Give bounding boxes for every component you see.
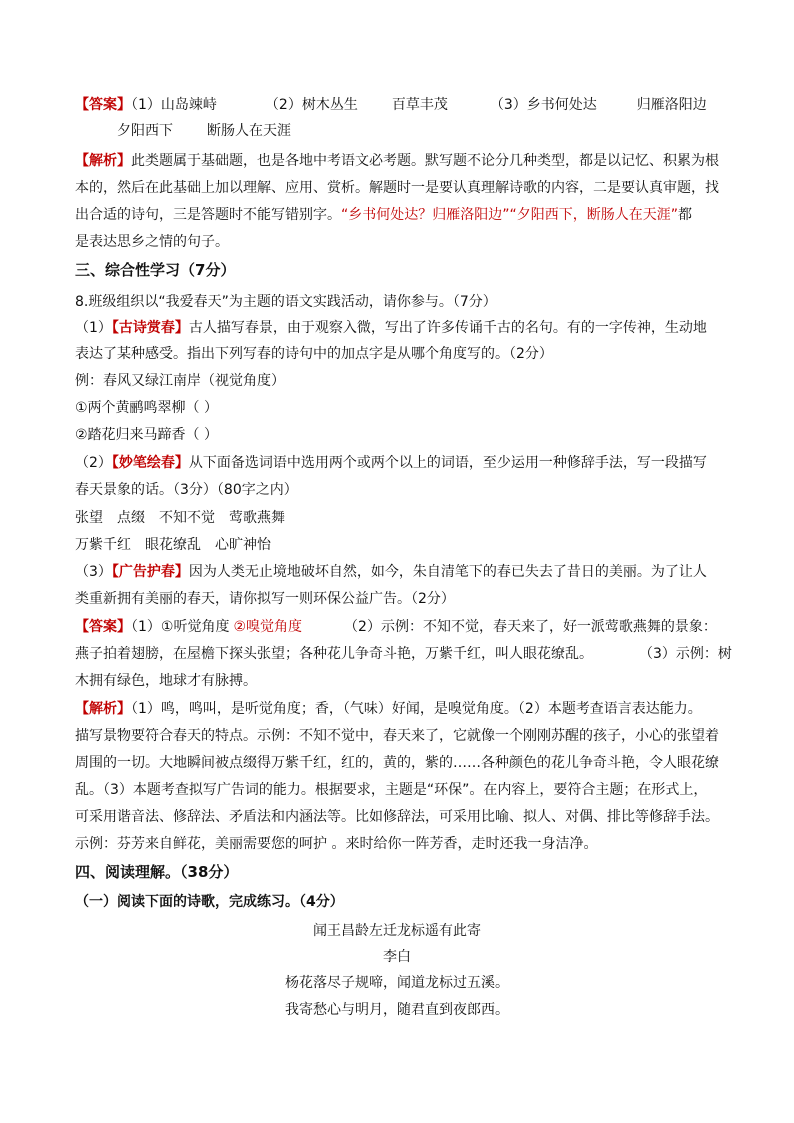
q7-analysis-line-2: 本的，然后在此基础上加以理解、应用、赏析。解题时一是要认真理解诗歌的内容，二是要认真审题，找 [75,180,719,196]
q8-part3-line-2: 类重新拥有美丽的春天，请你拟写一则环保公益广告。（2分） [75,591,455,607]
answer-label: 【答案】 [75,97,131,113]
q8-analysis-line-6: 示例：芬芳来自鲜花，美丽需要您的呵护 。来时给你一阵芳香，走时还我一身洁净。 [75,836,598,852]
q8-example: 例：春风又绿江南岸（视觉角度） [75,373,285,389]
q8-part1-line-1: （1）【古诗赏春】古人描写春景，由于观察入微，写出了许多传诵千古的名句。有的一字传神，生动地 [75,320,707,336]
poem-author: 李白 [383,949,411,965]
q8-analysis-line-4: 乱。（3）本题考查拟写广告词的能力。根据要求，主题是“环保”。在内容上，要符合主题；在形式上， [75,782,708,798]
q8-analysis-line-5: 可采用谐音法、修辞法、矛盾法和内涵法等。比如修辞法，可采用比喻、拟人、对偶、排比等修辞手法。 [75,809,719,825]
section-3-title: 三、综合性学习（7分） [75,261,236,279]
q7-answer-7: 断肠人在天涯 [207,123,291,139]
q8-item-1: ①两个黄鹂鸣翠柳（ ） [75,400,219,416]
q7-answer-5: 归雁洛阳边 [636,97,707,113]
q7-answer-line-1 [75,95,707,115]
part3-tag: 【广告护春】 [111,564,189,580]
poem-line-2: 我寄愁心与明月，随君直到夜郎西。 [285,1002,509,1018]
word-bank-item: 张望 [75,510,103,526]
analysis-label: 【解析】 [75,153,131,169]
q7-answer-4: （3）乡书何处达 [489,97,597,113]
q8-part2-line-1: （2）【妙笔绘春】从下面备选词语中选用两个或两个以上的词语，至少运用一种修辞手法，写一段描写 [75,455,707,471]
highlighted-quote: “乡书何处达？归雁洛阳边”“夕阳西下，断肠人在天涯” [341,207,679,223]
q8-analysis-line-2: 描写景物要符合春天的特点。示例：不知不觉中，春天来了，它就像一个刚刚苏醒的孩子，小心的张望着 [75,728,719,744]
q7-analysis-line-4: 是表达思乡之情的句子。 [75,234,229,250]
q7-answer-line-2 [117,121,291,141]
word-bank-item: 不知不觉 [159,510,215,526]
q8-analysis-line-1: 【解析】（1）鸣，鸣叫，是听觉角度；香，（气味）好闻，是嗅觉角度。（2）本题考查语言表达能力。 [75,701,702,717]
word-bank-item: 万紫千红 [75,537,131,553]
q7-answer-6: 夕阳西下 [117,123,173,139]
q8-answer-line-3: 木拥有绿色，地球才有脉搏。 [75,673,257,689]
poem-title: 闻王昌龄左迁龙标遥有此寄 [313,923,481,939]
word-bank-row-1 [75,508,285,528]
word-bank-item: 心旷神怡 [215,537,271,553]
word-bank-row-2 [75,535,271,555]
part-1-title: （一）阅读下面的诗歌，完成练习。（4分） [75,894,344,910]
q8-part1-line-2: 表达了某种感受。指出下列写春的诗句中的加点字是从哪个角度写的。（2分） [75,346,553,362]
q8-stem: 8.班级组织以“我爱春天”为主题的语文实践活动，请你参与。（7分） [75,294,497,310]
q7-answer-3: 百草丰茂 [391,97,448,113]
word-bank-item: 眼花缭乱 [145,537,201,553]
q8-part2-line-2: 春天景象的话。（3分）（80字之内） [75,482,298,498]
analysis-label: 【解析】 [75,701,131,717]
q7-answer-2: （2）树木丛生 [264,97,358,113]
q7-analysis-line-1: 【解析】此类题属于基础题，也是各地中考语文必考题。默写题不论分几种类型，都是以记忆、积累为根 [75,153,719,169]
q7-analysis-line-3: 出合适的诗句，三是答题时不能写错别字。“乡书何处达？归雁洛阳边”“夕阳西下，断肠人在天涯”都 [75,207,693,223]
q8-answer-line-2: 燕子拍着翅膀，在屋檐下探头张望；各种花儿争奇斗艳，万紫千红，叫人眼花缭乱。 （3）示例：树 [75,646,732,662]
word-bank-item: 点缀 [117,510,145,526]
answer-label: 【答案】 [75,619,131,635]
q7-answer-1: （1）山岛竦峙 [131,97,217,113]
q8-item-2: ②踏花归来马蹄香（ ） [75,427,219,443]
section-4-title: 四、阅读理解。（38分） [75,863,239,881]
q8-part3-line-1: （3）【广告护春】因为人类无止境地破坏自然，如今，朱自清笔下的春已失去了昔日的美丽。为了让人 [75,564,707,580]
q8-analysis-line-3: 周围的一切。大地瞬间被点缀得万紫千红，红的，黄的，紫的……各种颜色的花儿争奇斗艳，令人眼花缭 [75,755,719,771]
word-bank-item: 莺歌燕舞 [229,510,285,526]
answer-highlight: ②嗅觉角度 [233,619,303,635]
part2-tag: 【妙笔绘春】 [111,455,189,471]
poem-line-1: 杨花落尽子规啼，闻道龙标过五溪。 [285,975,509,991]
part1-tag: 【古诗赏春】 [111,320,189,336]
q8-answer-line-1: 【答案】（1）①听觉角度 ②嗅觉角度 （2）示例：不知不觉，春天来了，好一派莺歌燕舞的景象： [75,619,717,635]
